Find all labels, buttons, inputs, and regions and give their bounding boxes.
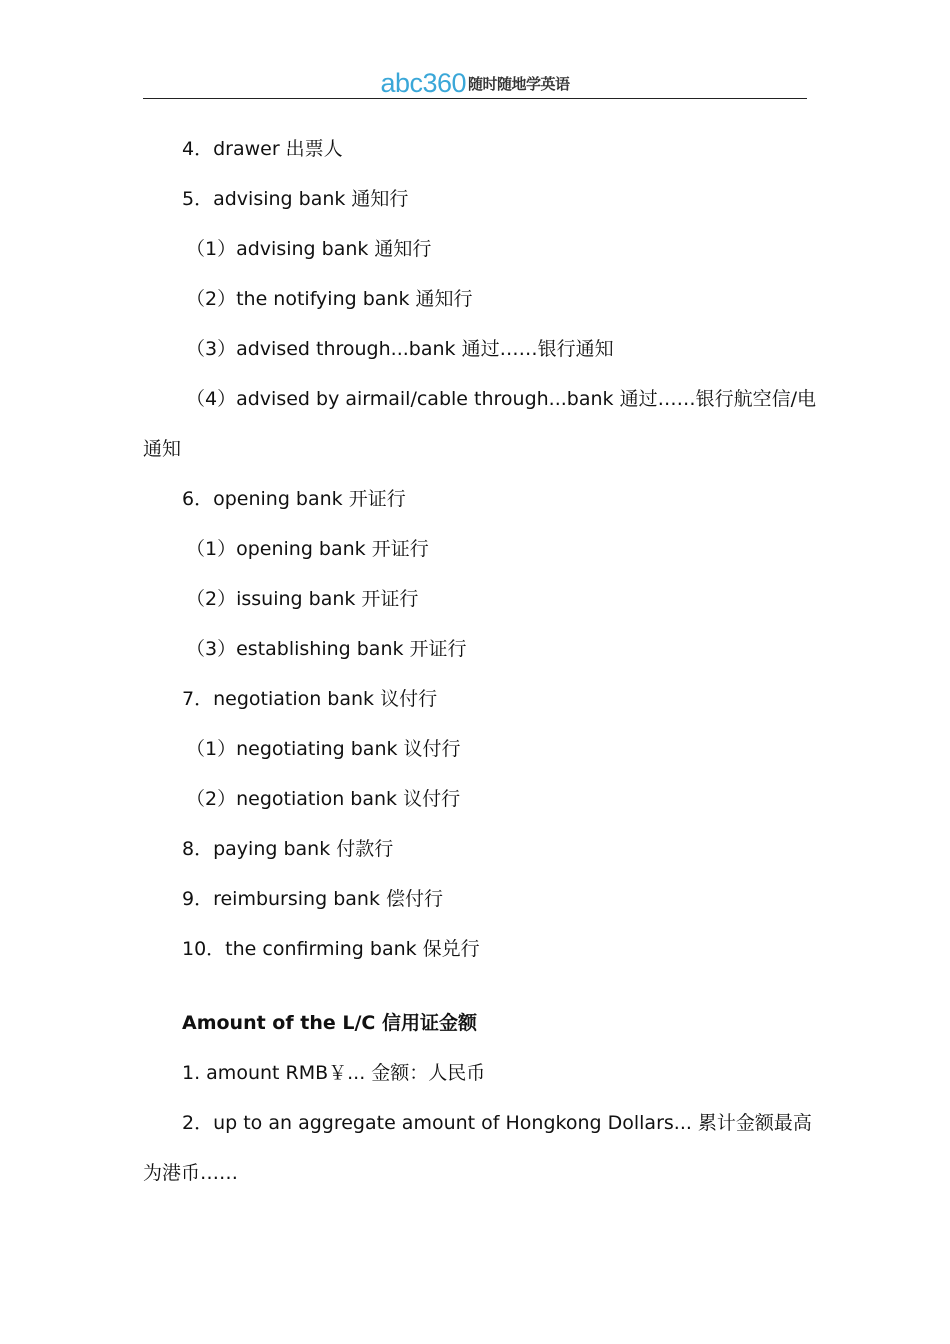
- list-subitem: （3）establishing bank 开证行: [186, 638, 467, 660]
- list-subitem: （1）advising bank 通知行: [186, 238, 432, 260]
- list-item: 10．the confirming bank 保兑行: [182, 938, 480, 960]
- list-item: 4．drawer 出票人: [182, 138, 343, 160]
- list-subitem: （2）negotiation bank 议付行: [186, 788, 461, 810]
- list-item: 6．opening bank 开证行: [182, 488, 406, 510]
- document-body: [143, 124, 816, 1198]
- logo: [143, 68, 807, 99]
- section-heading: Amount of the L/C 信用证金额: [182, 1012, 477, 1034]
- list-subitem: （3）advised through...bank 通过……银行通知: [186, 338, 614, 360]
- logo-tagline: 随时随地学英语: [468, 75, 570, 93]
- list-subitem: （2）the notifying bank 通知行: [186, 288, 473, 310]
- list-item-continuation: 为港币……: [143, 1162, 239, 1184]
- list-subitem: （1）negotiating bank 议付行: [186, 738, 461, 760]
- list-subitem: （4）advised by airmail/cable through...bank 通过……银行航空信/电: [186, 388, 816, 410]
- list-item: 9．reimbursing bank 偿付行: [182, 888, 443, 910]
- section-spacer: [143, 974, 807, 998]
- list-item: 2．up to an aggregate amount of Hongkong Dollars... 累计金额最高: [182, 1112, 812, 1134]
- list-subitem-continuation: 通知: [143, 438, 182, 460]
- list-subitem: （2）issuing bank 开证行: [186, 588, 419, 610]
- logo-wordmark: abc360: [380, 68, 467, 98]
- list-item: 5．advising bank 通知行: [182, 188, 409, 210]
- list-item: 7．negotiation bank 议付行: [182, 688, 438, 710]
- list-subitem: （1）opening bank 开证行: [186, 538, 429, 560]
- list-item: 8．paying bank 付款行: [182, 838, 394, 860]
- page-header: [143, 64, 807, 99]
- list-item: 1. amount RMB￥... 金额：人民币: [182, 1062, 486, 1084]
